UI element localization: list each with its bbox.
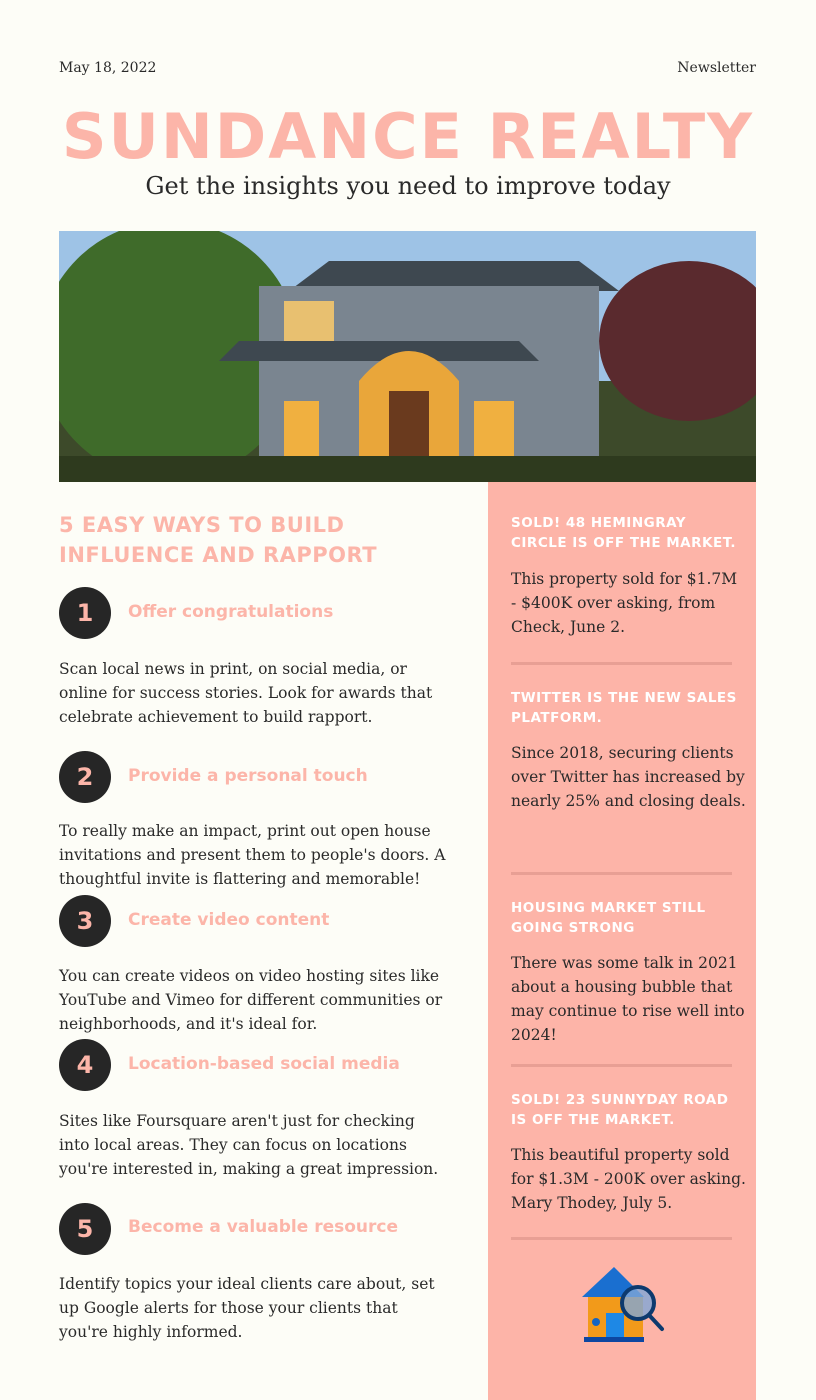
step-body: To really make an impact, print out open house invitations and present them to people's doors. A thoughtful invite is flattering and memorable! bbox=[59, 822, 446, 888]
news-title: SOLD! 48 HEMINGRAY CIRCLE IS OFF THE MARKET. bbox=[511, 515, 736, 551]
divider bbox=[511, 662, 732, 665]
step-number: 3 bbox=[59, 895, 111, 947]
step-title: Create video content bbox=[128, 910, 330, 930]
step-number: 1 bbox=[59, 587, 111, 639]
news-body: This property sold for $1.7M - $400K over asking, from Check, June 2. bbox=[511, 570, 738, 636]
news-body: Since 2018, securing clients over Twitter has increased by nearly 25% and closing deals. bbox=[511, 744, 746, 810]
divider bbox=[511, 1237, 732, 1240]
step-title: Location-based social media bbox=[128, 1054, 400, 1074]
step-body: Sites like Foursquare aren't just for checking into local areas. They can focus on locations you're interested in, making a great impression. bbox=[59, 1112, 439, 1178]
step-title: Provide a personal touch bbox=[128, 766, 368, 786]
step-title: Become a valuable resource bbox=[128, 1217, 398, 1237]
house-search-icon bbox=[578, 1265, 668, 1350]
divider bbox=[511, 872, 732, 875]
news-body: There was some talk in 2021 about a housing bubble that may continue to rise well into 2024! bbox=[511, 954, 745, 1044]
date: May 18, 2022 bbox=[59, 60, 157, 76]
news-title: SOLD! 23 SUNNYDAY ROAD IS OFF THE MARKET. bbox=[511, 1092, 729, 1128]
step-body: You can create videos on video hosting sites like YouTube and Vimeo for different communities or neighborhoods, and it's ideal for. bbox=[59, 967, 443, 1033]
step-body: Identify topics your ideal clients care about, set up Google alerts for those your clients that you're highly informed. bbox=[59, 1275, 435, 1341]
subtitle: Get the insights you need to improve today bbox=[145, 172, 671, 200]
step-body: Scan local news in print, on social media, or online for success stories. Look for awards that celebrate achievement to build rapport. bbox=[59, 660, 433, 726]
step-number: 4 bbox=[59, 1039, 111, 1091]
step-title: Offer congratulations bbox=[128, 602, 334, 622]
page-title: SUNDANCE REALTY bbox=[61, 100, 755, 173]
newsletter-label: Newsletter bbox=[677, 60, 756, 76]
divider bbox=[511, 1064, 732, 1067]
news-title: HOUSING MARKET STILL GOING STRONG bbox=[511, 900, 706, 936]
step-number: 2 bbox=[59, 751, 111, 803]
section-heading: 5 EASY WAYS TO BUILD INFLUENCE AND RAPPORT bbox=[59, 513, 378, 567]
news-body: This beautiful property sold for $1.3M - 200K over asking. Mary Thodey, July 5. bbox=[511, 1146, 746, 1212]
step-number: 5 bbox=[59, 1203, 111, 1255]
news-title: TWITTER IS THE NEW SALES PLATFORM. bbox=[511, 690, 737, 726]
house-photo bbox=[59, 231, 756, 482]
